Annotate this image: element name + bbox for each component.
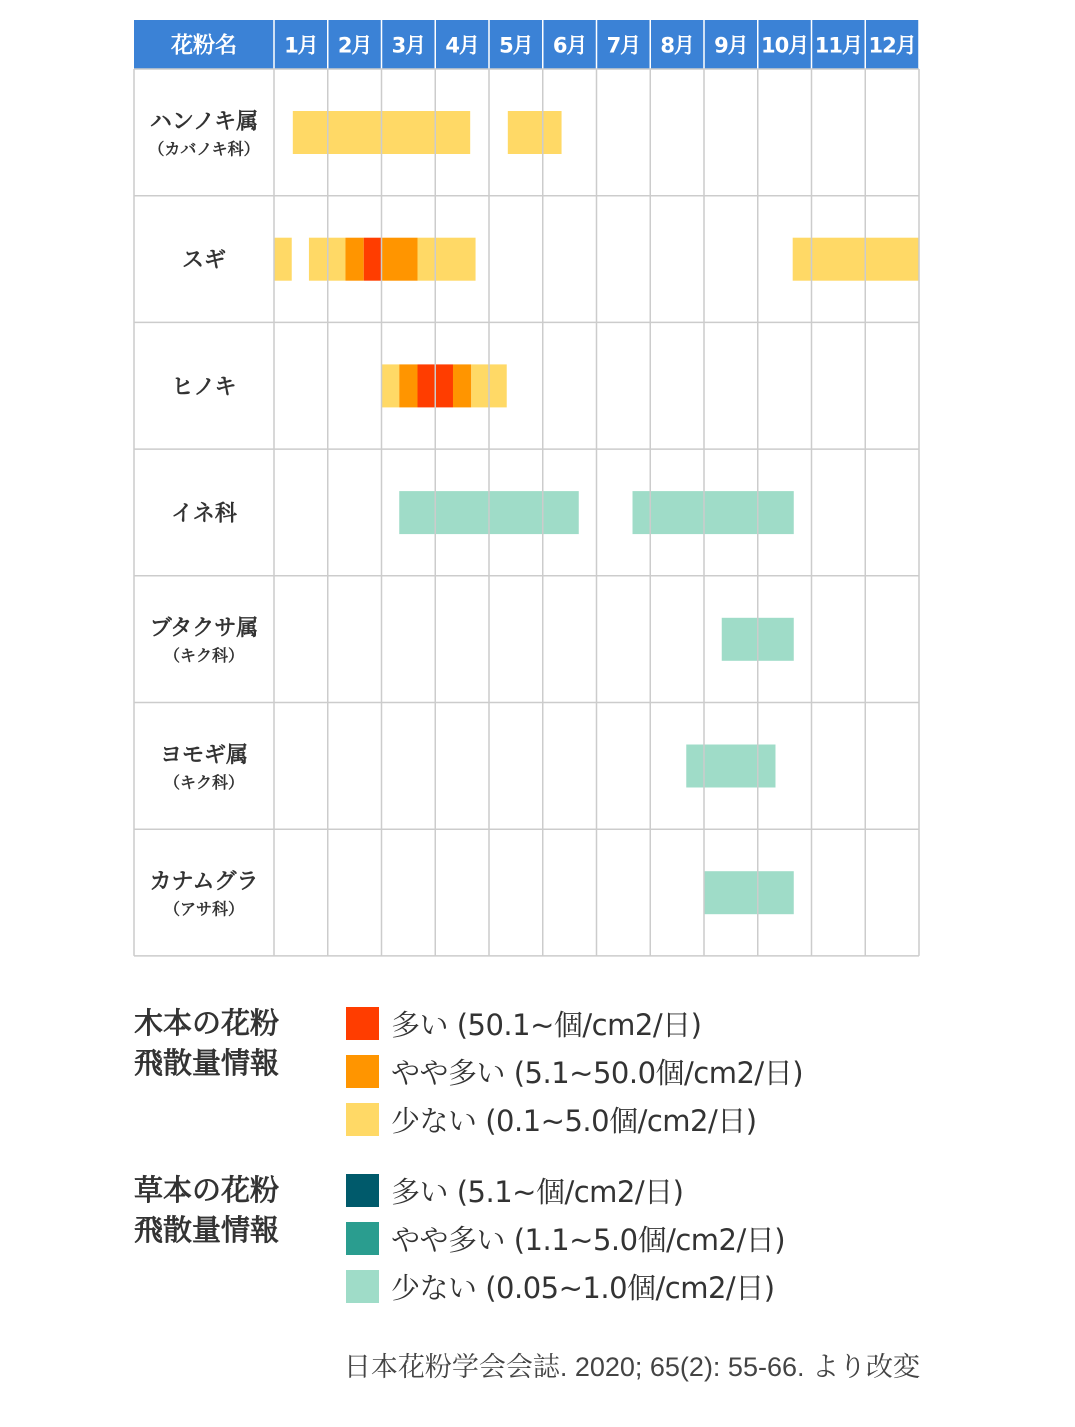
bar-tree-low <box>508 111 562 154</box>
legend-herb <box>134 1170 854 1320</box>
bar-herb-low <box>686 745 775 788</box>
legend-item-tree-medium <box>346 1051 803 1091</box>
legend-tree-title: 木本の花粉 飛散量情報 <box>134 1006 280 1080</box>
row-label-name: ハンノキ属 <box>149 109 259 135</box>
source-citation: 日本花粉学会会誌. 2020; 65(2): 55-66. より改変 <box>343 1352 920 1382</box>
month-header: 3月 <box>391 33 426 58</box>
row-label-sub: （キク科） <box>163 646 245 666</box>
legend-label-herb-low: 少ない (0.05~1.0個/cm2/日) <box>391 1270 775 1305</box>
swatch-herb-medium <box>346 1222 379 1255</box>
bar-tree-low <box>274 238 292 281</box>
month-header: 5月 <box>499 33 533 58</box>
row-label-name: ヒノキ <box>171 374 237 400</box>
month-header: 12月 <box>868 33 916 58</box>
bar-tree-medium <box>453 364 471 407</box>
bar-tree-low <box>382 364 400 407</box>
row-label-name: イネ科 <box>171 501 237 527</box>
legend-label-tree-medium: やや多い (5.1~50.0個/cm2/日) <box>391 1055 804 1090</box>
bar-tree-medium <box>382 238 418 281</box>
month-header: 6月 <box>552 33 587 58</box>
month-header: 9月 <box>714 33 748 58</box>
swatch-herb-high <box>346 1174 379 1207</box>
month-header: 1月 <box>284 33 318 58</box>
month-header: 4月 <box>445 33 479 58</box>
row-label-name: ヨモギ属 <box>159 742 249 768</box>
bar-herb-low <box>633 491 794 534</box>
bar-herb-low <box>704 871 794 914</box>
bar-tree-high <box>364 238 382 281</box>
legend-item-tree-high <box>346 1003 701 1043</box>
bar-tree-medium <box>345 238 363 281</box>
row-label-name: スギ <box>181 248 227 274</box>
row-label-sub: （カバノキ科） <box>148 139 260 159</box>
legend-label-herb-medium: やや多い (1.1~5.0個/cm2/日) <box>391 1222 786 1257</box>
row-label-name: ブタクサ属 <box>149 616 259 642</box>
legend-item-herb-medium <box>346 1218 785 1258</box>
month-header: 10月 <box>761 33 809 58</box>
row-label-sub: （アサ科） <box>163 899 245 919</box>
swatch-tree-medium <box>346 1055 379 1088</box>
row-label-name: カナムグラ <box>149 869 259 895</box>
legend-herb-title: 草本の花粉 飛散量情報 <box>134 1173 280 1247</box>
bar-tree-low <box>418 238 476 281</box>
month-header: 11月 <box>814 33 862 58</box>
legend-item-herb-low <box>346 1266 775 1306</box>
header-label: 花粉名 <box>170 33 238 59</box>
month-header: 7月 <box>606 33 641 58</box>
swatch-tree-low <box>346 1103 379 1136</box>
swatch-tree-high <box>346 1007 379 1040</box>
swatch-herb-low <box>346 1270 379 1303</box>
legend-item-herb-high <box>346 1170 683 1210</box>
legend-label-herb-high: 多い (5.1~個/cm2/日) <box>391 1174 684 1209</box>
month-header: 2月 <box>337 33 372 58</box>
bar-tree-medium <box>399 364 417 407</box>
legend-label-tree-high: 多い (50.1~個/cm2/日) <box>391 1007 702 1042</box>
legend-item-tree-low <box>346 1099 757 1139</box>
month-header: 8月 <box>660 33 694 58</box>
legend-label-tree-low: 少ない (0.1~5.0個/cm2/日) <box>391 1103 757 1138</box>
row-label-sub: （キク科） <box>163 772 245 792</box>
legend-tree <box>134 1003 854 1153</box>
